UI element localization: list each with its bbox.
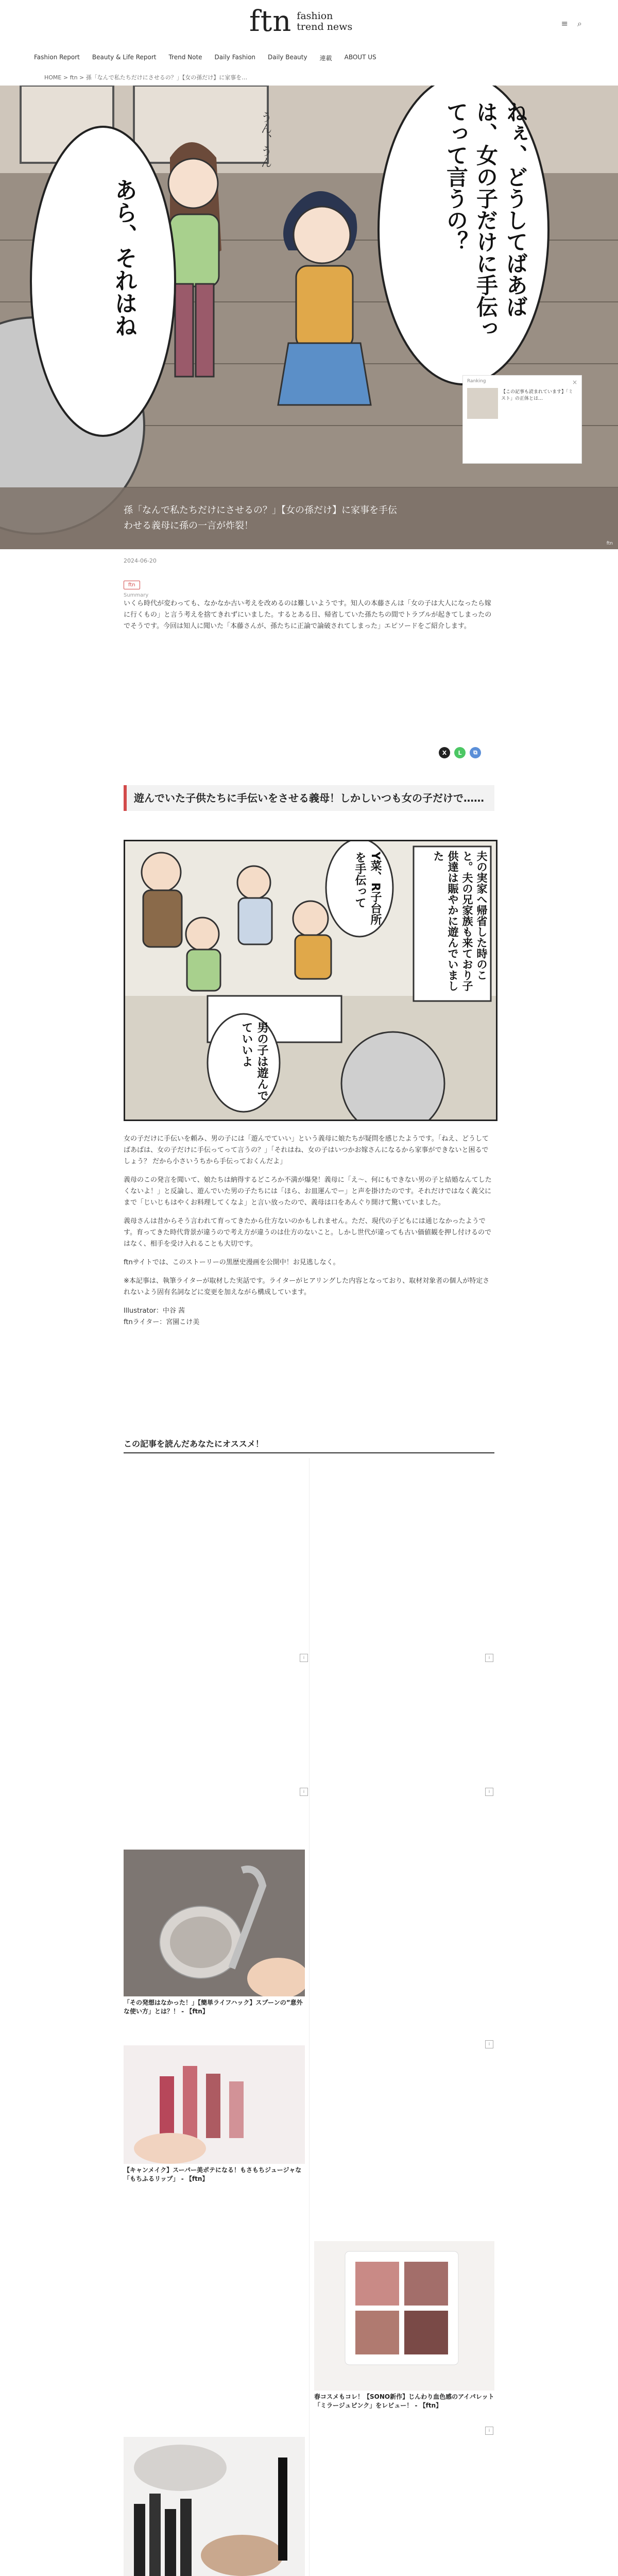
hero-caption-line-2: わせる義母に孫の一言が炸裂！ xyxy=(124,520,253,531)
hero-image-credit: ftn xyxy=(606,541,613,546)
logo-line-2: trend news xyxy=(297,21,353,32)
copy-link-icon[interactable]: ⧉ xyxy=(470,747,481,758)
hero-bubble-right: ねぇ、どうしてばあばは、女の子だけに手伝ってって言うの？ xyxy=(443,101,528,339)
main-nav xyxy=(34,54,376,62)
card-caption: 【キャンメイク】スーパー美ポテになる！もさもちジュージャな「もちふるリップ」 - 【ftn】 xyxy=(124,2166,302,2182)
logo-text xyxy=(297,11,352,32)
logo-mark: ftn xyxy=(249,5,292,38)
card-image-eye-palette xyxy=(314,2241,494,2391)
body-paragraph-1: 女の子だけに手伝いを頼み、男の子には「遊んでていい」という義母に娘たちが疑問を感じたようです。「ねえ、どうしてばあばは、女の子だけに手伝ってって言うの？」「それはね、女の子はいつかお嫁さんになるから家事ができないと困るでしょう？ だから小さいうちから手伝っておくんだよ」 xyxy=(124,1135,489,1165)
comic-bubble-low: 男の子は遊んでていいよ xyxy=(240,1022,268,1101)
nav-item-beauty-life-report[interactable]: Beauty & Life Report xyxy=(92,54,157,61)
article-body xyxy=(124,1133,494,1328)
menu-icon[interactable]: ≡ xyxy=(561,19,569,28)
ad-info-icon[interactable]: i xyxy=(300,1788,308,1796)
comic-image xyxy=(124,840,497,1121)
recommend-title: この記事を読んだあなたにオススメ！ xyxy=(124,1437,494,1453)
related-popup[interactable] xyxy=(462,375,582,464)
article-date: 2024-06-20 xyxy=(124,557,157,564)
credit-illustrator: Illustrator：中谷 茜 xyxy=(124,1307,185,1315)
recommend-card[interactable] xyxy=(124,2045,305,2183)
nav-item-about-us[interactable]: ABOUT US xyxy=(344,54,376,61)
article-section xyxy=(124,785,494,811)
card-image-spoon xyxy=(124,1850,305,1996)
x-share-icon[interactable]: X xyxy=(439,747,450,758)
ad-info-icon[interactable]: i xyxy=(300,1654,308,1662)
nav-item-daily-fashion[interactable]: Daily Fashion xyxy=(214,54,256,61)
comic-bubble-top: 夫の実家へ帰省した時のこと。夫の兄家族も来ており子供達は賑やかに遊んでいました xyxy=(432,851,488,991)
related-popup-text: 【この記事も読まれています】「ミスト」の正体とは… xyxy=(501,389,573,401)
article-tag[interactable]: ftn xyxy=(124,581,140,589)
body-paragraph-3: 義母さんは昔からそう言われて育ってきたから仕方ないのかもしれません。ただ、現代の子どもには通じなかったようです。育ってきた時代背景が違うので考え方が違うのは仕方のないこと。しかし世代が違っても古い価値観を押し付けるのではなく、相手を受け入れることも大切です。 xyxy=(124,1217,491,1248)
ad-info-icon[interactable]: i xyxy=(485,2040,493,2048)
hero-image xyxy=(0,86,618,549)
card-image-cosmetics xyxy=(124,2437,305,2576)
recommend-section xyxy=(124,1437,494,1453)
body-paragraph-2: 義母のこの発言を聞いて、娘たちは納得するどころか不満が爆発！義母に「え〜、何にもできない男の子と結婚なんてしたくないよ！」と反論し、遊んでいた男の子たちには「ほら、お皿運んでー」と声を掛けたのです。それだけではなく義父にまで「じいじもはやくお料理してくなよ」と言い放ったので、義母は口をあんぐり開けて驚いていました。 xyxy=(124,1176,492,1207)
ad-info-icon[interactable]: i xyxy=(485,1654,493,1662)
related-popup-label: Ranking xyxy=(467,379,486,384)
ad-info-icon[interactable]: i xyxy=(485,1788,493,1796)
grid-divider xyxy=(309,1458,310,2576)
hero-sfx: うん、うん xyxy=(259,111,272,168)
header-icons xyxy=(561,19,582,29)
recommend-card[interactable] xyxy=(124,2437,305,2576)
recommend-card[interactable] xyxy=(314,2241,494,2410)
hero-caption xyxy=(124,503,494,534)
article xyxy=(124,557,494,632)
nav-item-series[interactable]: 連載 xyxy=(319,55,332,62)
body-paragraph-4[interactable]: ftnサイトでは、このストーリーの黒歴史漫画を公開中！お見逃しなく。 xyxy=(124,1259,340,1266)
credit-writer: ftnライター：宮園こけ美 xyxy=(124,1318,200,1326)
lead-label: Summary xyxy=(124,592,149,598)
nav-item-fashion-report[interactable]: Fashion Report xyxy=(34,54,80,61)
card-caption: 春コスメもコレ！【SONO新作】じんわり血色感のアイパレット「ミラージュピンク」をレビュー！ - 【ftn】 xyxy=(314,2393,494,2409)
site-header xyxy=(0,0,618,62)
related-popup-close[interactable]: × xyxy=(572,379,577,386)
section-heading: 遊んでいた子供たちに手伝いをさせる義母！しかしいつも女の子だけで…… xyxy=(124,785,494,811)
article-lead: いくら時代が変わっても、なかなか古い考えを改めるのは難しいようです。知人の本藤さんは「女の子は大人になったら嫁に行くもの」と言う考えを捨てきれずにいました。するとある日、帰省していた孫たちの間でトラブルが起きてしまったのでそうです。今回は知人に聞いた「本藤さんが、孫たちに正論で論破されてしまった」エピソードをご紹介します。 xyxy=(124,600,492,630)
comic-bubble-mid: Y菜、R子台所を手伝って xyxy=(353,852,382,925)
recommend-grid xyxy=(124,1458,494,2576)
breadcrumb[interactable]: HOME > ftn > 孫「なんで私たちだけにさせるの？」【女の孫だけ】に家事を… xyxy=(44,74,248,81)
line-share-icon[interactable]: L xyxy=(454,747,466,758)
nav-item-trend-note[interactable]: Trend Note xyxy=(168,54,202,61)
related-popup-thumb xyxy=(467,388,498,419)
ad-info-icon[interactable]: i xyxy=(485,2427,493,2435)
nav-item-daily-beauty[interactable]: Daily Beauty xyxy=(268,54,307,61)
site-logo[interactable] xyxy=(249,7,352,36)
hero-bubble-left: あら、それはね xyxy=(111,178,137,337)
recommend-card[interactable] xyxy=(124,1850,305,2016)
card-image-lipstick xyxy=(124,2045,305,2164)
hero-caption-line-1: 孫「なんで私たちだけにさせるの？」【女の孫だけ】に家事を手伝 xyxy=(124,505,397,516)
body-paragraph-5: ※本記事は、執筆ライターが取材した実話です。ライターがヒアリングした内容となっており、取材対象者の個人が特定されないよう固有名詞などに変更を加えながら構成しています。 xyxy=(124,1277,490,1296)
card-caption: 「その発想はなかった！」【簡単ライフハック】スプーンの”意外な使い方」とは？！ - 【ftn】 xyxy=(124,1999,303,2015)
logo-line-1: fashion xyxy=(297,10,333,22)
search-icon[interactable]: ⌕ xyxy=(577,19,582,28)
share-buttons xyxy=(439,747,481,758)
